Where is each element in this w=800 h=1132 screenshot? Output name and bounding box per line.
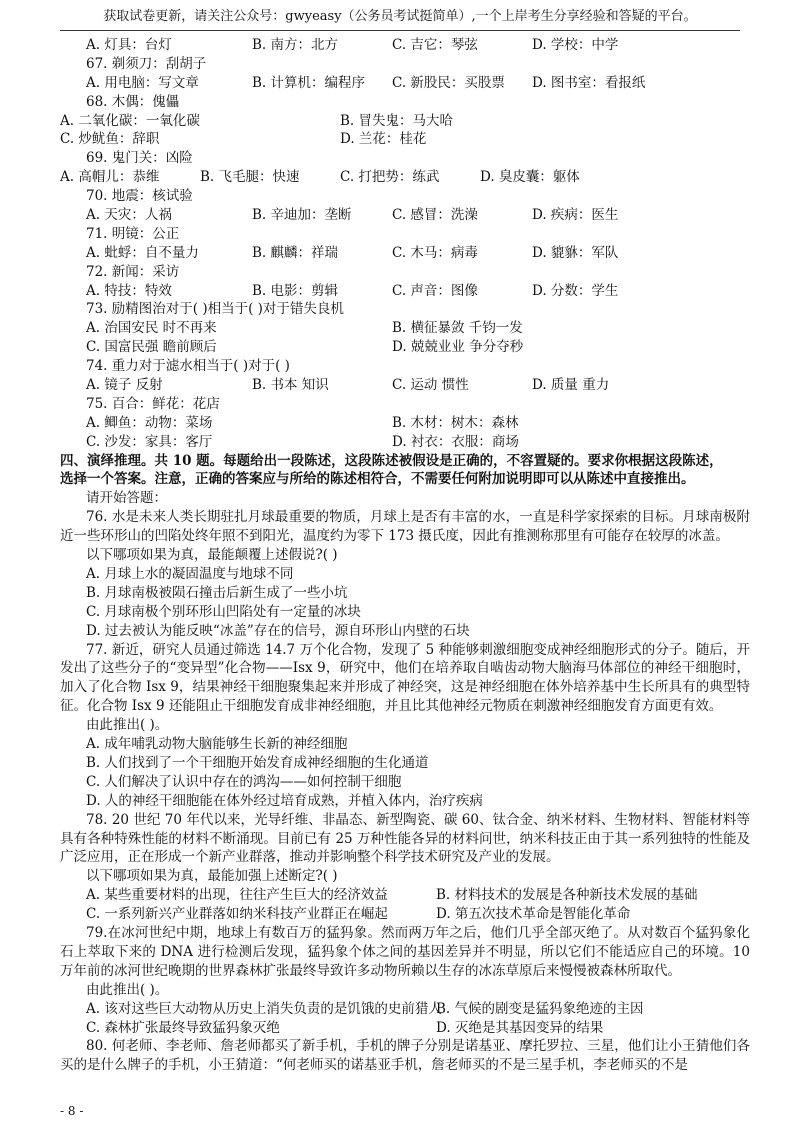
options-69 — [60, 168, 750, 187]
option-c: C. 运动 惯性 — [392, 377, 469, 394]
question-67: 67. 剃须刀：刮胡子 — [86, 55, 207, 72]
section-4-instructions-cont: 选择一个答案。注意，正确的答案应与所给的陈述相符合，不需要任何附加说明即可以从陈述中直接推出。 — [60, 471, 695, 488]
options-71 — [60, 244, 750, 263]
section-4-instructions: 四、演绎推理。共 10 题。每题给出一段陈述，这段陈述被假设是正确的，不容置疑的。要求你根据这段陈述， — [60, 452, 723, 469]
options-75-ab — [60, 414, 750, 433]
option-76-d: D. 过去被认为能反映“冰盖”存在的信号，源自环形山内壁的石块 — [86, 622, 470, 639]
option-d: D. 图书室：看报纸 — [532, 74, 646, 91]
options-74 — [60, 376, 750, 395]
option-76-c: C. 月球南极个别环形山凹陷处有一定量的冰块 — [86, 603, 361, 620]
question-71: 71. 明镜：公正 — [86, 225, 180, 242]
question-80: 80. 何老师、李老师、詹老师都买了新手机，手机的牌子分别是诺基亚、摩托罗拉、三星，他们让小王猜他们各买的是什么牌子的手机，小王猜道：“何老师买的诺基亚手机，詹老师买的不是三星手机，李老师买的不是 — [60, 1038, 750, 1074]
options-67 — [60, 74, 750, 93]
option-c: C. 吉它：琴弦 — [392, 37, 478, 53]
option-d: D. 疾病：医生 — [532, 207, 619, 224]
question-79: 79.在冰河世纪中期，地球上有数百万的猛犸象。然而两万年之后，他们几乎全部灭绝了。从对数百个猛犸象化石上萃取下来的 DNA 进行检测后发现，猛犸象个体之间的基因差异并不明显，所以它们不能适应自己的环境。10 万年前的冰河世纪晚期的世界森林扩张最终导致许多动物所赖以生存的冰冻草原后来慢慢被森林所取代。 — [60, 925, 750, 979]
option-c: C. 炒鱿鱼：辞职 — [60, 131, 160, 148]
option-a: A. 灯具：台灯 — [86, 37, 172, 53]
option-a: A. 该对这些巨大动物从历史上消失负责的是饥饿的史前猎人 — [86, 1000, 442, 1017]
option-b: B. 书本 知识 — [252, 377, 329, 394]
option-a: A. 高帽儿：恭维 — [60, 169, 160, 186]
option-c: C. 国富民强 瞻前顾后 — [86, 339, 217, 356]
option-b: B. 麒麟：祥瑞 — [252, 244, 339, 261]
option-b: B. 材料技术的发展是各种新技术发展的基础 — [436, 887, 698, 904]
option-a: A. 某些重要材料的出现，往往产生巨大的经济效益 — [86, 887, 388, 904]
options-73-cd — [60, 338, 750, 357]
start-prompt: 请开始答题： — [86, 490, 167, 507]
option-d: D. 貔貅：军队 — [532, 244, 619, 261]
option-b: B. 气候的剧变是猛犸象绝迹的主因 — [436, 1000, 644, 1017]
option-a: A. 特技：特效 — [86, 282, 172, 299]
option-c: C. 感冒：洗澡 — [392, 207, 478, 224]
option-b: B. 电影：剪辑 — [252, 282, 339, 299]
options-70 — [60, 206, 750, 225]
option-d: D. 兢兢业业 争分夺秒 — [392, 339, 524, 356]
exam-page — [60, 36, 750, 1075]
option-a: A. 蚍蜉：自不量力 — [86, 244, 199, 261]
option-a: A. 鲫鱼：动物：菜场 — [86, 414, 213, 431]
question-76-ask: 以下哪项如果为真，最能颠覆上述假说?( ) — [86, 547, 338, 564]
question-77: 77. 新近，研究人员通过筛选 14.7 万个化合物，发现了 5 种能够刺激细胞变成神经细胞形式的分子。随后，开发出了这些分子的“变异型”化合物——Isx 9，研究中，他们在培养取自啮齿动物大脑海马体部位的神经干细胞时，加入了化合物 Isx 9，结果神经干细胞聚集起来并形成了神经突，这是神经细胞在体外培养基中生长所具有的典型特征。化合物 Isx 9 还能阻止干细胞发育成非神经细胞，并且比其他神经元物质在刺激神经细胞发育方面更有效。 — [60, 641, 750, 715]
option-a: A. 治国安民 时不再来 — [86, 320, 217, 337]
question-73: 73. 励精图治对于( )相当于( )对于错失良机 — [86, 301, 344, 318]
option-76-b: B. 月球南极被陨石撞击后新生成了一些小坑 — [86, 584, 348, 601]
option-a: A. 二氧化碳：一氧化碳 — [60, 112, 200, 129]
options-66 — [60, 36, 750, 55]
option-b: B. 辛迪加：垄断 — [252, 207, 352, 224]
page-number: - 8 - — [60, 1104, 84, 1118]
option-d: D. 衬衣：衣服：商场 — [392, 433, 519, 450]
options-72 — [60, 282, 750, 301]
options-68-cd — [60, 130, 750, 149]
options-68-ab — [60, 112, 750, 131]
question-74: 74. 重力对于滤水相当于( )对于( ) — [86, 358, 290, 375]
option-d: D. 臭皮囊：躯体 — [480, 169, 580, 186]
question-72: 72. 新闻：采访 — [86, 263, 180, 280]
option-a: A. 镜子 反射 — [86, 377, 163, 394]
option-a: A. 用电脑：写文章 — [86, 74, 199, 91]
question-75: 75. 百合：鲜花：花店 — [86, 395, 220, 412]
option-d: D. 学校：中学 — [532, 37, 619, 53]
option-d: D. 第五次技术革命是智能化革命 — [436, 906, 631, 923]
option-b: B. 冒失鬼：马大哈 — [340, 112, 454, 129]
option-b: B. 南方：北方 — [252, 37, 339, 53]
option-c: C. 新股民：买股票 — [392, 74, 505, 91]
option-77-a: A. 成年哺乳动物大脑能够生长新的神经细胞 — [86, 736, 348, 753]
option-c: C. 森林扩张最终导致猛犸象灭绝 — [86, 1019, 280, 1036]
option-c: C. 沙发：家具：客厅 — [86, 433, 213, 450]
option-77-c: C. 人们解决了认识中存在的鸿沟——如何控制干细胞 — [86, 773, 402, 790]
option-77-d: D. 人的神经干细胞能在体外经过培育成熟，并植入体内，治疗疾病 — [86, 792, 483, 809]
question-78: 78. 20 世纪 70 年代以来，光导纤维、非晶态、新型陶瓷、碳 60、钛合金、纳米材料、生物材料、智能材料等具有各种特殊性能的材料不断涌现。目前已有 25 万种性能各异的材料问世，纳米科技正由于其一系列独特的性能及广泛应用，正在形成一个新产业群落，推动并影响整个科学技术研究及产业的发展。 — [60, 811, 750, 866]
option-c: C. 打把势：练武 — [340, 169, 440, 186]
question-78-ask: 以下哪项如果为真，最能加强上述断定?( ) — [86, 868, 338, 885]
question-77-ask: 由此推出( )。 — [86, 717, 169, 734]
options-78-ab — [60, 886, 750, 905]
option-b: B. 木材：树木：森林 — [392, 414, 519, 431]
question-79-ask: 由此推出( )。 — [86, 981, 169, 998]
question-70: 70. 地震：核试验 — [86, 188, 193, 205]
option-a: A. 天灾：人祸 — [86, 207, 172, 224]
option-c: C. 木马：病毒 — [392, 244, 478, 261]
option-d: D. 质量 重力 — [532, 377, 610, 394]
page-header: 获取试卷更新，请关注公众号：gwyeasy（公务员考试挺简单）,一个上岸考生分享经验和答疑的平台。 — [60, 6, 740, 31]
option-c: C. 声音：图像 — [392, 282, 478, 299]
option-c: C. 一系列新兴产业群落如纳米科技产业群正在崛起 — [86, 906, 388, 923]
question-76: 76. 水是未来人类长期驻扎月球最重要的物质，月球上是否有丰富的水，一直是科学家探索的目标。月球南极附近一些环形山的凹陷处终年照不到阳光，温度约为零下 173 摄氏度，因此有推测称那里有可能存在较厚的冰盖。 — [60, 509, 750, 545]
options-79-ab — [60, 1000, 750, 1019]
option-d: D. 灭绝是其基因变异的结果 — [436, 1019, 604, 1036]
options-73-ab — [60, 319, 750, 338]
options-79-cd — [60, 1019, 750, 1038]
option-b: B. 计算机：编程序 — [252, 74, 366, 91]
option-d: D. 兰花：桂花 — [340, 131, 427, 148]
option-b: B. 飞毛腿：快速 — [200, 169, 300, 186]
option-d: D. 分数：学生 — [532, 282, 619, 299]
options-78-cd — [60, 905, 750, 924]
question-68: 68. 木偶：傀儡 — [86, 93, 180, 110]
options-75-cd — [60, 433, 750, 452]
option-77-b: B. 人们找到了一个干细胞开始发育成神经细胞的生化通道 — [86, 754, 429, 771]
question-69: 69. 鬼门关：凶险 — [86, 150, 193, 167]
option-b: B. 横征暴敛 千钧一发 — [392, 320, 523, 337]
option-76-a: A. 月球上水的凝固温度与地球不同 — [86, 565, 294, 582]
